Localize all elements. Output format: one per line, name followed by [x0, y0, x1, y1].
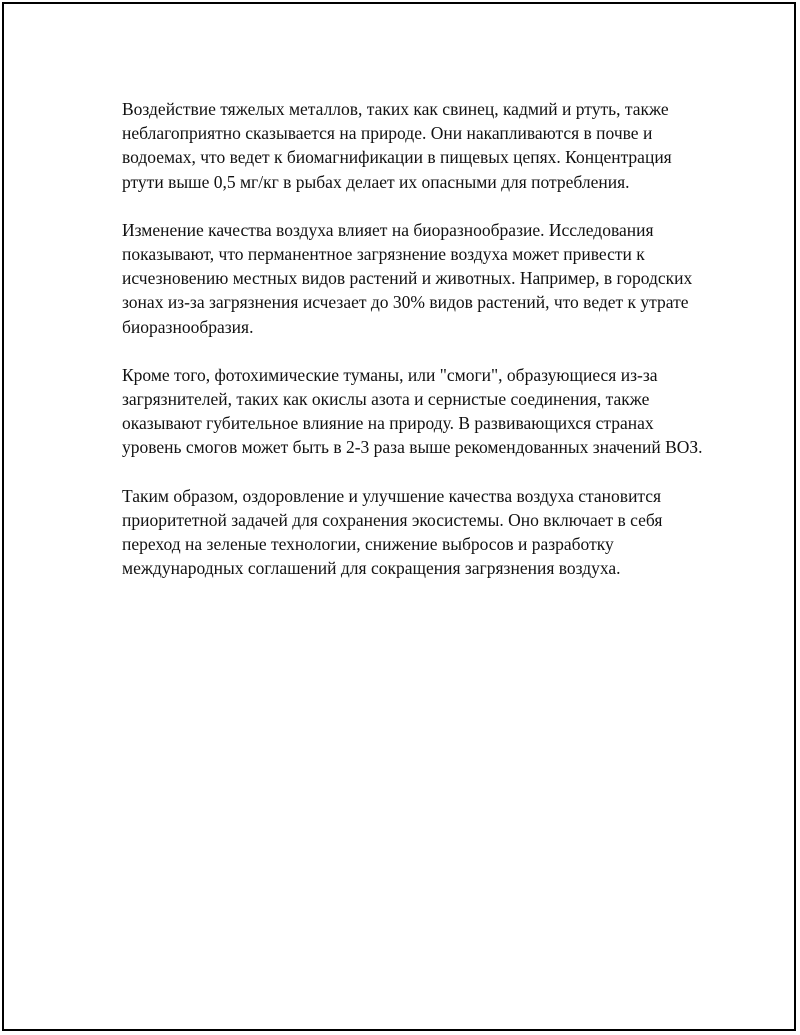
paragraph-biodiversity: Изменение качества воздуха влияет на биоразнообразие. Исследования показывают, что перманентное загрязнение воздуха может привести к исчезновению местных видов растений и животных. Например, в городских зонах из-за загрязнения исчезает до 30% видов растений, что ведет к утрате биоразнообразия. [122, 219, 693, 337]
document-body [122, 97, 712, 604]
paragraph-heavy-metals: Воздействие тяжелых металлов, таких как свинец, кадмий и ртуть, также неблагоприятно сказывается на природе. Они накапливаются в почве и водоемах, что ведет к биомагнификации в пищевых цепях. Концентрация ртути выше 0,5 мг/кг в рыбах делает их опасными для потребления. [122, 99, 672, 192]
page-frame [2, 2, 796, 1031]
paragraph-conclusion: Таким образом, оздоровление и улучшение качества воздуха становится приоритетной задачей для сохранения экосистемы. Оно включает в себя переход на зеленые технологии, снижение выбросов и разработку международных соглашений для сокращения загрязнения воздуха. [122, 485, 663, 579]
paragraph-smog: Кроме того, фотохимические туманы, или "смоги", образующиеся из-за загрязнителей, таких как окислы азота и сернистые соединения, также оказывают губительное влияние на природу. В развивающихся странах уровень смогов может быть в 2-3 раза выше рекомендованных значений ВОЗ. [122, 364, 703, 458]
